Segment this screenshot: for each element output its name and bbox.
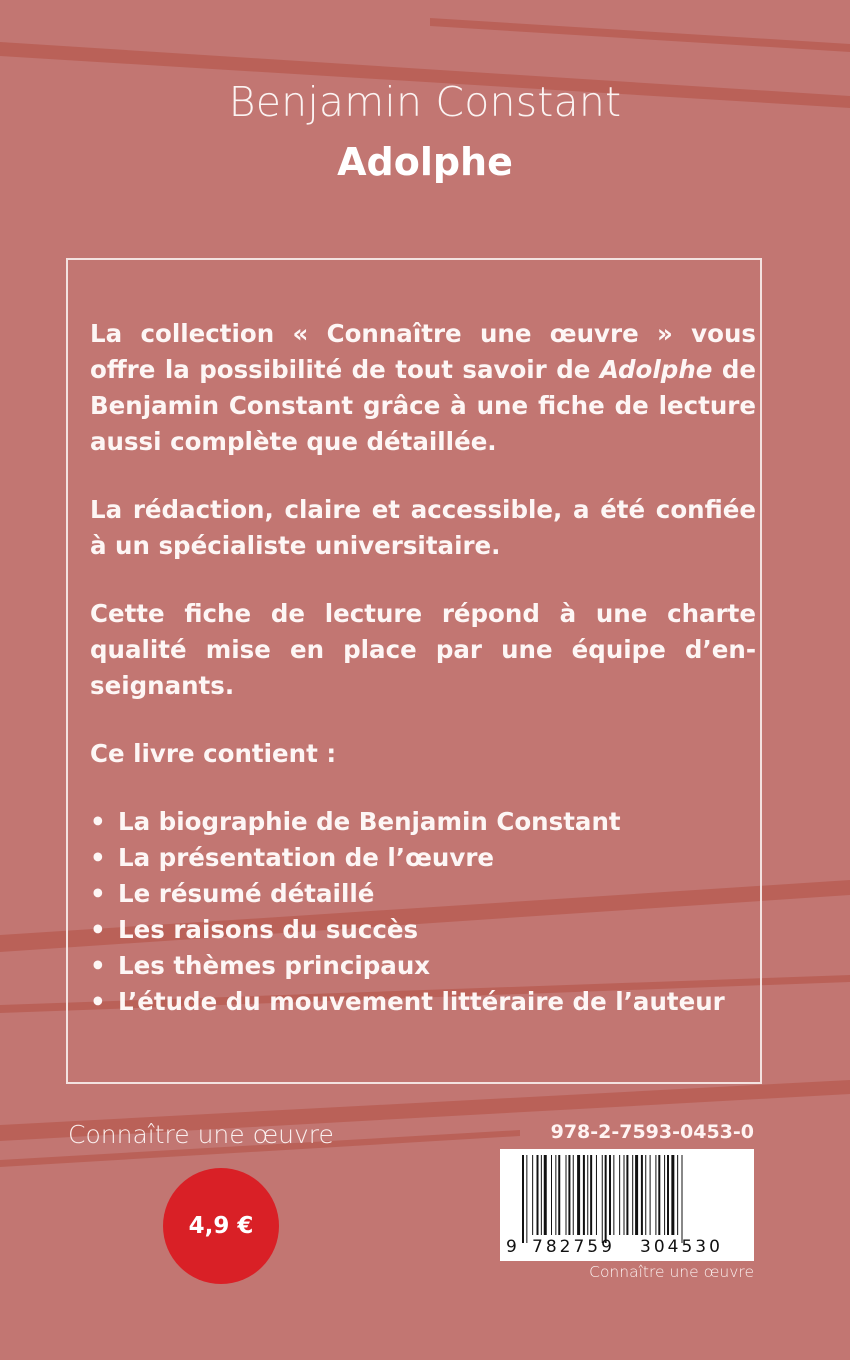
barcode-digits <box>500 1233 754 1261</box>
barcode-bar <box>650 1155 651 1235</box>
barcode-caption: Connaître une œuvre <box>589 1263 754 1281</box>
barcode-bar <box>667 1155 669 1235</box>
barcode-bar <box>522 1155 524 1243</box>
book-title-inline: Adolphe <box>599 355 713 384</box>
barcode-left-group: 782759 <box>532 1237 615 1257</box>
bullet-icon: • <box>90 951 106 980</box>
contents-heading: Ce livre contient : <box>90 739 337 768</box>
barcode-bar <box>541 1155 542 1235</box>
barcode-bar <box>664 1155 665 1235</box>
barcode-bar <box>602 1155 603 1243</box>
barcode-bar <box>544 1155 547 1235</box>
barcode-first-digit: 9 <box>506 1237 517 1257</box>
barcode-bar <box>677 1155 678 1235</box>
barcode-bar <box>573 1155 574 1235</box>
list-item: • Le résumé détaillé <box>90 876 756 912</box>
barcode <box>500 1149 754 1261</box>
bullet-icon: • <box>90 915 106 944</box>
barcode-bar <box>671 1155 674 1235</box>
barcode-bar <box>645 1155 646 1235</box>
barcode-bar <box>526 1155 527 1243</box>
barcode-bar <box>605 1155 607 1243</box>
barcode-bar <box>568 1155 570 1235</box>
barcode-bar <box>566 1155 567 1235</box>
isbn-number: 978-2-7593-0453-0 <box>550 1121 754 1143</box>
back-cover-text <box>90 316 756 1020</box>
barcode-bar <box>641 1155 643 1235</box>
barcode-bar <box>577 1155 580 1235</box>
bullet-icon: • <box>90 807 106 836</box>
list-item: • L’étude du mouvement littéraire de l’auteur <box>90 984 756 1020</box>
barcode-bar <box>619 1155 620 1235</box>
bullet-icon: • <box>90 879 106 908</box>
barcode-bar <box>626 1155 628 1235</box>
barcode-bar <box>632 1155 633 1235</box>
contents-list <box>90 804 756 1020</box>
writing-paragraph: La rédaction, claire et accessible, a été confiée à un spécialiste universitaire. <box>90 495 756 560</box>
barcode-bar <box>583 1155 585 1235</box>
barcode-bar <box>555 1155 556 1235</box>
list-item: • Les thèmes principaux <box>90 948 756 984</box>
book-author: Benjamin Constant <box>228 78 622 126</box>
barcode-bar <box>551 1155 552 1235</box>
barcode-bar <box>635 1155 638 1235</box>
list-item: • Les raisons du succès <box>90 912 756 948</box>
barcode-bar <box>613 1155 614 1235</box>
list-item: • La présentation de l’œuvre <box>90 840 756 876</box>
barcode-bar <box>609 1155 611 1235</box>
price-badge <box>163 1168 279 1284</box>
barcode-bar <box>587 1155 588 1235</box>
barcode-bar <box>655 1155 656 1235</box>
intro-paragraph: La collection « Connaître une œuvre » vous offre la possibilité de tout savoir de Adolphe de Benjamin Constant grâce à une fiche de lecture aussi complète que détaillée. <box>90 319 756 456</box>
collection-name: Connaître une œuvre <box>68 1120 334 1149</box>
quality-paragraph: Cette fiche de lecture répond à une charte qualité mise en place par une équipe d’enseignants. <box>90 599 756 700</box>
bullet-icon: • <box>90 987 106 1016</box>
barcode-bar <box>624 1155 625 1235</box>
barcode-bar <box>590 1155 592 1235</box>
barcode-bar <box>558 1155 560 1235</box>
barcode-bar <box>658 1155 660 1235</box>
barcode-bar <box>532 1155 533 1235</box>
list-item: • La biographie de Benjamin Constant <box>90 804 756 840</box>
price-label: 4,9 € <box>188 1213 254 1239</box>
barcode-right-group: 304530 <box>640 1237 723 1257</box>
barcode-bar <box>682 1155 683 1243</box>
barcode-bar <box>596 1155 597 1235</box>
barcode-bar <box>537 1155 539 1235</box>
bullet-icon: • <box>90 843 106 872</box>
book-title: Adolphe <box>337 140 513 184</box>
